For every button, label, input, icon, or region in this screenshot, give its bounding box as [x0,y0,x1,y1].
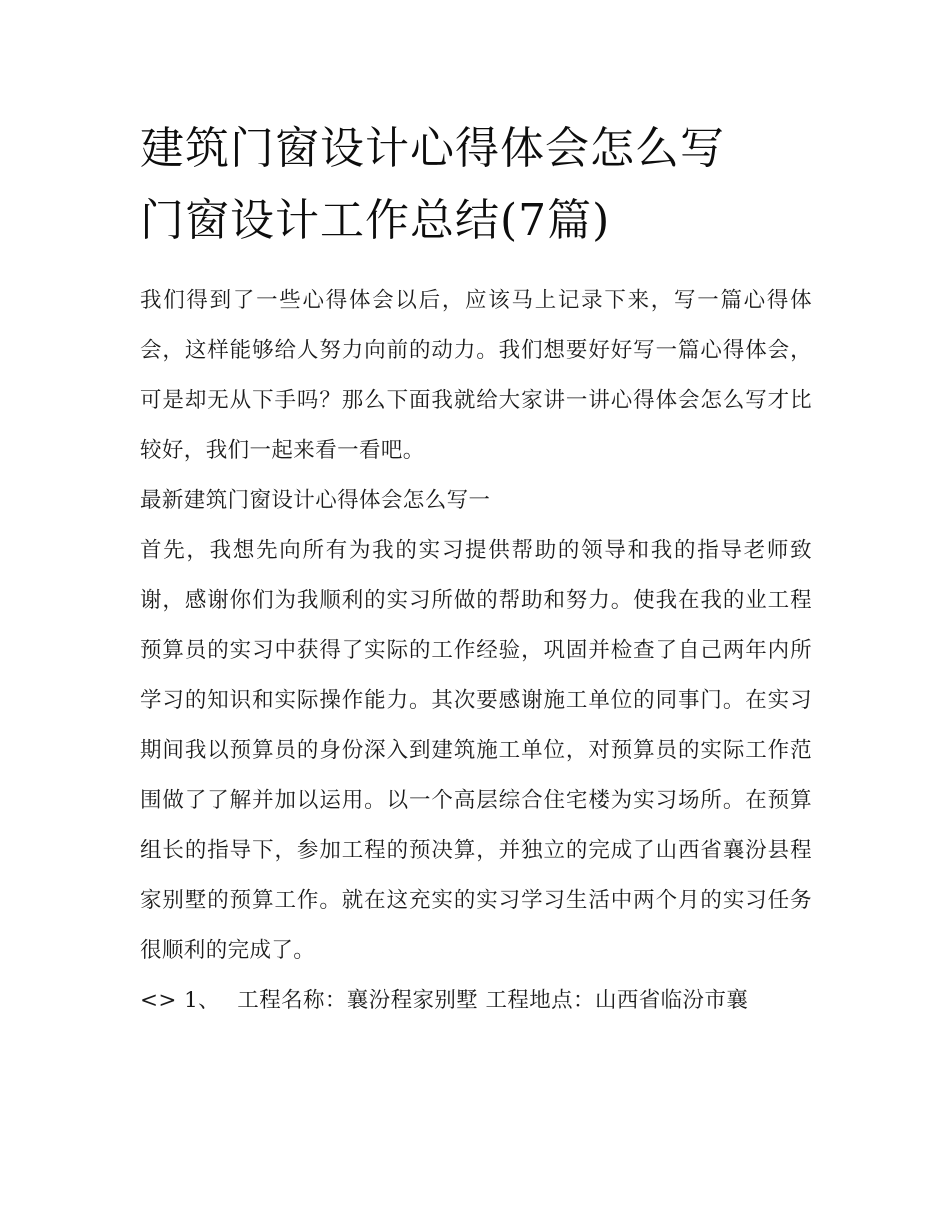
project-info-line [140,976,812,1026]
list-number: 1、 [184,988,221,1013]
title-line-1: 建筑门窗设计心得体会怎么写 [140,123,725,174]
page-title [140,113,820,257]
intro-paragraph: 我们得到了一些心得体会以后，应该马上记录下来，写一篇心得体会，这样能够给人努力向前的动力。我们想要好好写一篇心得体会，可是却无从下手吗？那么下面我就给大家讲一讲心得体会怎么写才比较好，我们一起来看一看吧。 [140,288,812,463]
document-body [140,276,812,1026]
project-location: 工程地点：山西省临汾市襄 [485,988,749,1013]
project-name: 工程名称：襄汾程家别墅 [237,988,479,1013]
section-heading: 最新建筑门窗设计心得体会怎么写一 [140,488,491,513]
section-paragraph: 首先，我想先向所有为我的实习提供帮助的领导和我的指导老师致谢，感谢你们为我顺利的实习所做的帮助和努力。使我在我的业工程预算员的实习中获得了实际的工作经验，巩固并检查了自己两年内所学习的知识和实际操作能力。其次要感谢施工单位的同事门。在实习期间我以预算员的身份深入到建筑施工单位，对预算员的实际工作范围做了了解并加以运用。以一个高层综合住宅楼为实习场所。在预算组长的指导下，参加工程的预决算，并独立的完成了山西省襄汾县程家别墅的预算工作。就在这充实的实习学习生活中两个月的实习任务很顺利的完成了。 [140,538,812,963]
list-marker: <> [140,988,177,1013]
title-line-2: 门窗设计工作总结(7篇) [140,195,611,246]
